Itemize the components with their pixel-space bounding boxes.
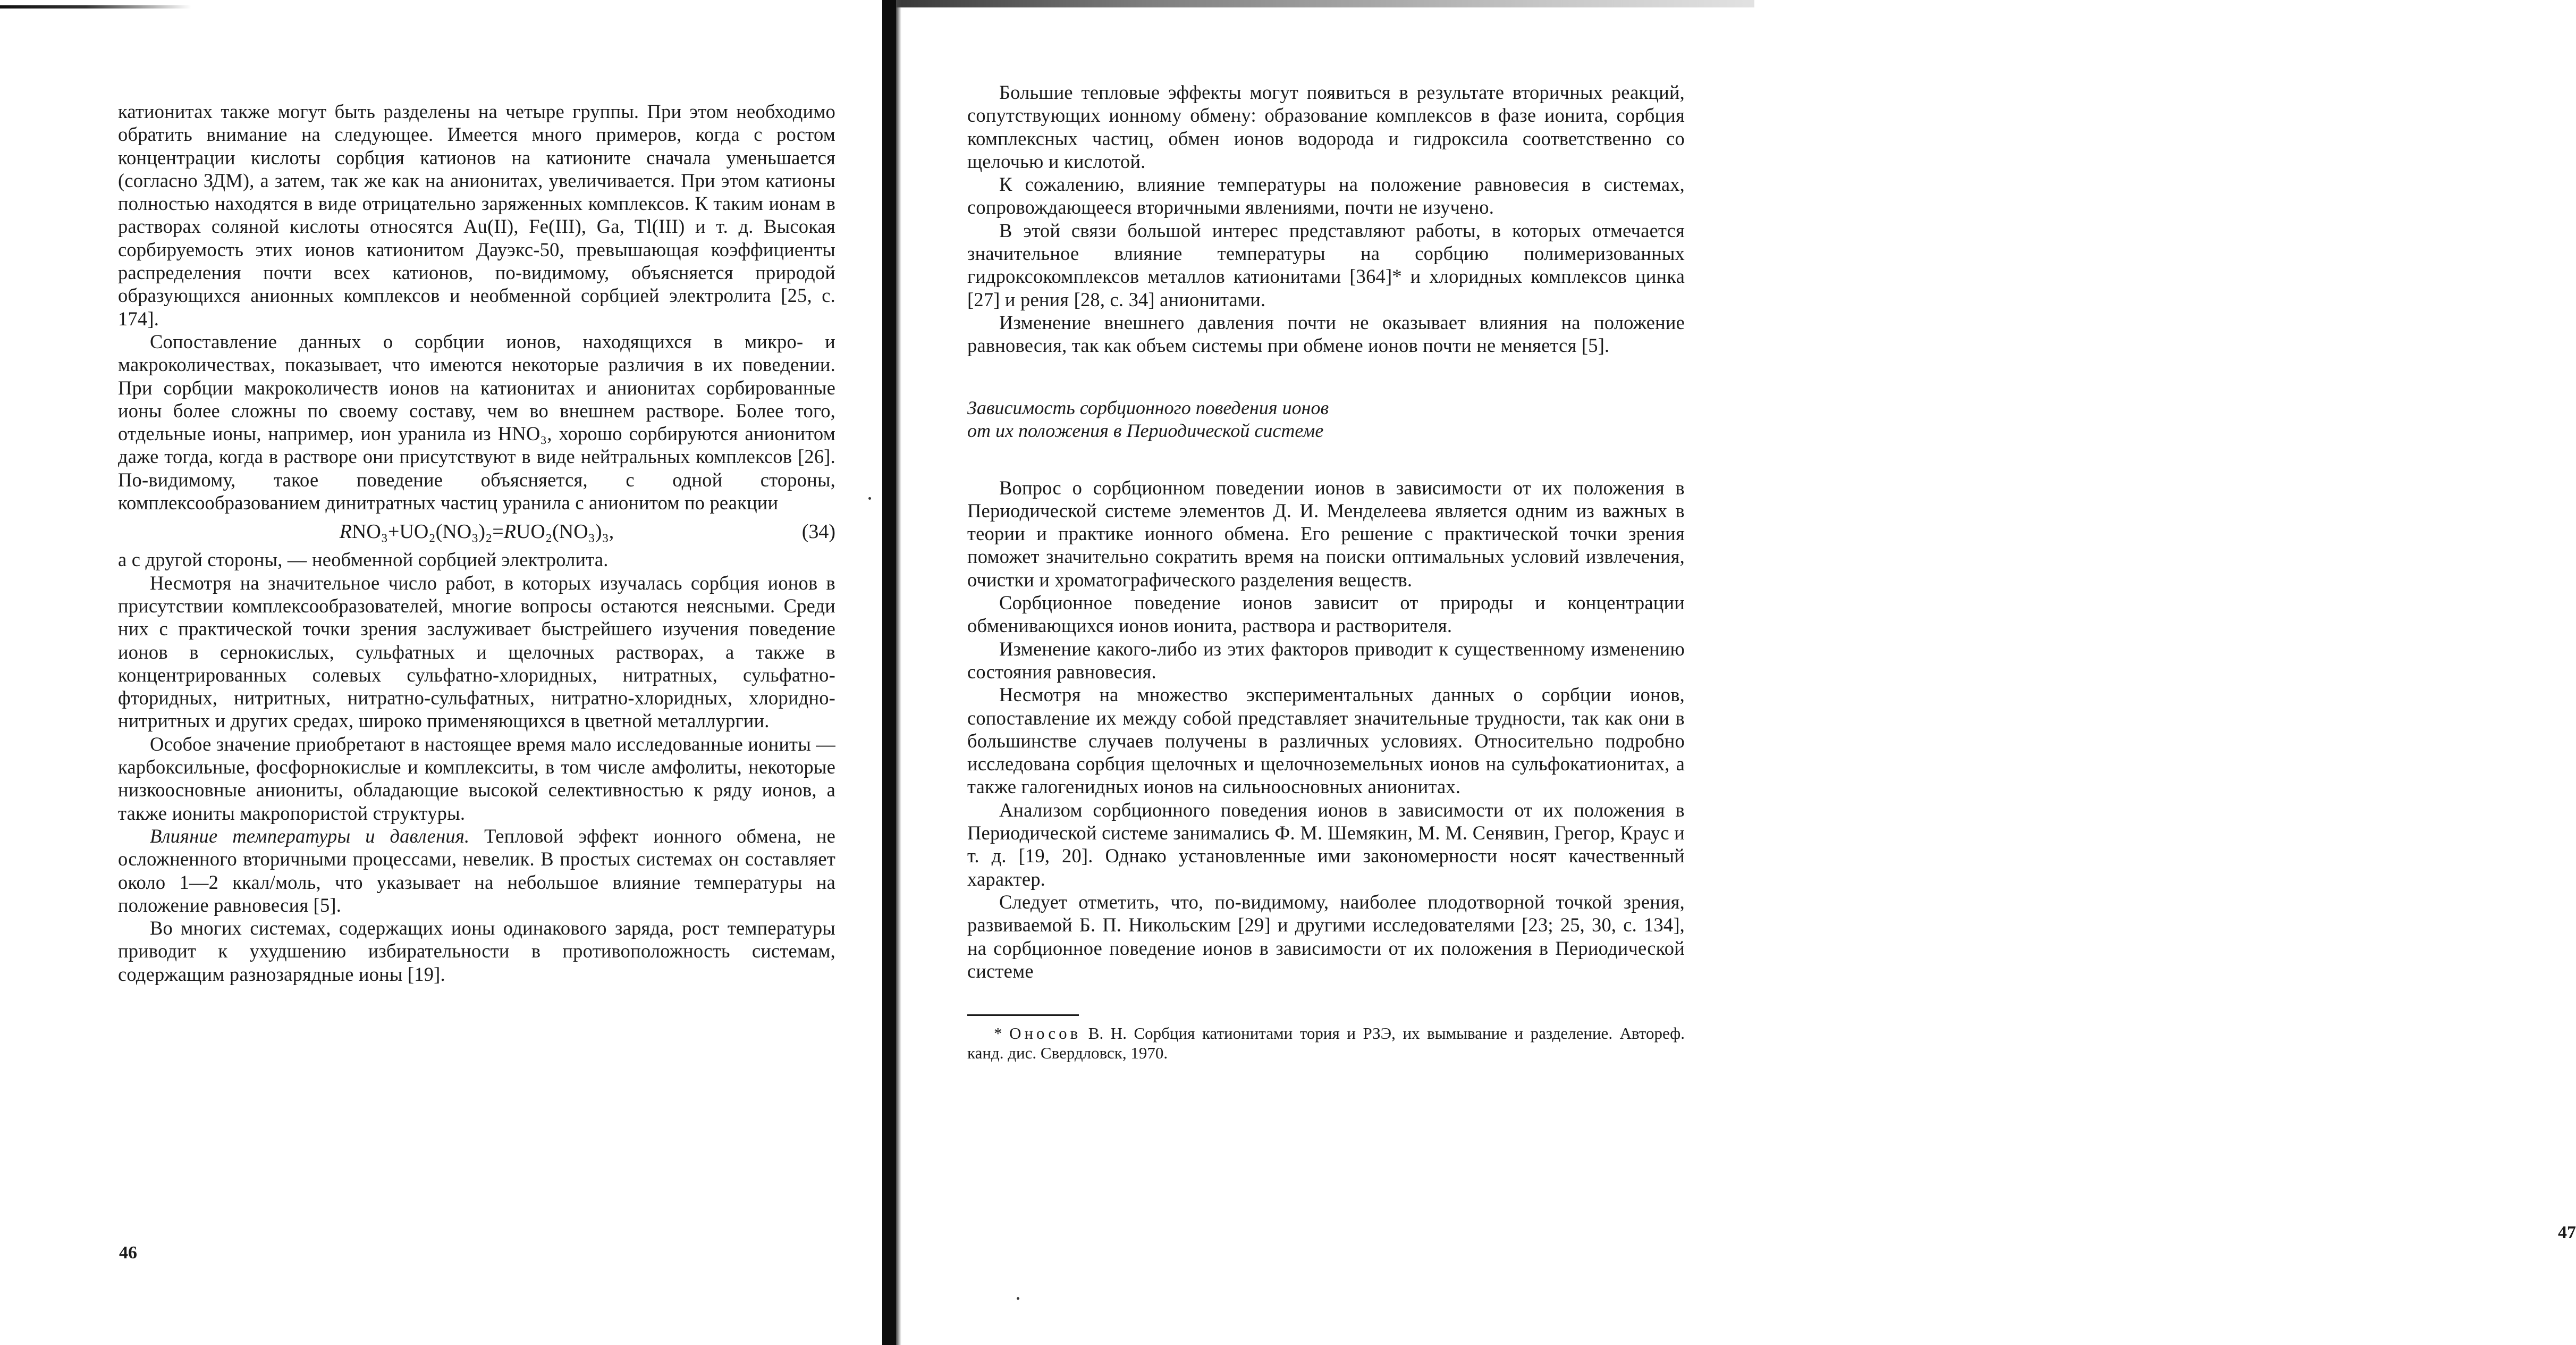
book-gutter (882, 0, 896, 1345)
paragraph: Несмотря на множество экспериментальных данных о сорбции ионов, сопоставление их между собой представляет значительные трудности, так как они в большинстве случаев получены в различных условиях. Относительно подробно исследована сорбция щелочных и щелочноземельных ионов на сульфокатионитах, а также галогенидных ионов на сильноосновных анионитах. (967, 684, 1685, 798)
paragraph (118, 825, 835, 917)
footnote-text: В. Н. Сорбция катионитами тория и РЗЭ, их вымывание и разделение. Автореф. канд. дис. Свердловск, 1970. (967, 1024, 1685, 1063)
paragraph: Изменение какого-либо из этих факторов приводит к существенному изменению состояния равновесия. (967, 637, 1685, 683)
paragraph: Следует отметить, что, по-видимому, наиболее плодотворной точкой зрения, развиваемой Б. П. Никольским [29] и другими исследователями [23; 25, 30, с. 134], на сорбционное поведение ионов в зависимости от их положения в Периодической системе (967, 890, 1685, 982)
paragraph: а с другой стороны, — необменной сорбцией электролита. (118, 549, 609, 571)
paragraph-text: Тепловой эффект ионного обмена, не осложненного вторичными процессами, невелик. В простых системах он составляет около 1—2 ккал/моль, что указывает на небольшое влияние температуры на положение равновесия [5]. (118, 825, 835, 916)
paragraph: Особое значение приобретают в настоящее время мало исследованные иониты — карбоксильные, фосфорнокислые и комплекситы, в том числе амфолиты, некоторые низкоосновные аниониты, обладающие высокой селективностью к ряду ионов, а также иониты макропористой структуры. (118, 733, 835, 824)
left-text-column (118, 100, 835, 986)
footnote-marker: * (994, 1024, 1010, 1043)
equation-part2: UO₂(NO₃)₃, (516, 520, 614, 543)
footnote-author: Оносов (1009, 1024, 1082, 1043)
gutter-shadow (896, 0, 901, 1345)
paragraph: Сорбционное поведение ионов зависит от природы и концентрации обменивающихся ионов ионита, раствора и растворителя. (967, 592, 1685, 637)
equation-body (340, 516, 614, 547)
equation-r2: R (503, 520, 516, 543)
run-in-heading: Влияние температуры и давления. (150, 825, 470, 847)
paragraph: Анализом сорбционного поведения ионов в зависимости от их положения в Периодической системе занимались Ф. М. Шемякин, М. М. Сенявин, Грегор, Краус и т. д. [19, 20]. Однако установленные ими закономерности носят качественный характер. (967, 798, 1685, 890)
equation-part1: NO₃+UO₂(NO₃)₂= (351, 520, 504, 543)
paragraph: Сопоставление данных о сорбции ионов, находящихся в микро- и макроколичествах, показывает, что имеются некоторые различия в их поведении. При сорбции макроколичеств ионов на катионитах и анионитах сорбированные ионы более сложны по своему составу, чем во внешнем растворе. Более того, отдельные ионы, например, ион уранила из HNO₃, хорошо сорбируются анионитом даже тогда, когда в растворе они присутствуют в виде нейтральных комплексов [26]. По-видимому, такое поведение объясняется, с одной стороны, комплексообразованием динитратных частиц уранила с анионитом по реакции (118, 330, 835, 514)
footnote-rule (967, 1014, 1079, 1016)
scan-speck (868, 497, 871, 500)
left-page (0, 0, 880, 1345)
section-heading-line: от их положения в Периодической системе (967, 419, 1324, 441)
right-text-column (967, 81, 1685, 1063)
paragraph: Изменение внешнего давления почти не оказывает влияния на положение равновесия, так как объем системы при обмене ионов почти не меняется [5]. (967, 311, 1685, 357)
equation-r1: R (339, 520, 352, 543)
page-number: 46 (119, 1243, 137, 1263)
right-page (903, 0, 2576, 1345)
section-heading (967, 397, 1685, 442)
scan-speck (1017, 1297, 1019, 1300)
paragraph: Большие тепловые эффекты могут появиться в результате вторичных реакций, сопутствующих ионному обмену: образование комплексов в фазе ионита, сорбция комплексных частиц, обмен ионов водорода и гидроксила соответственно со щелочью и кислотой. (967, 81, 1685, 172)
paragraph: Вопрос о сорбционном поведении ионов в зависимости от их положения в Периодической системе элементов Д. И. Менделеева является одним из важных в теории и практике ионного обмена. Его решение с практической точки зрения поможет значительно сократить время на поиски оптимальных условий извлечения, очистки и хроматографического разделения веществ. (967, 476, 1685, 591)
section-heading-line: Зависимость сорбционного поведения ионов (967, 397, 1329, 418)
equation-number: (34) (801, 520, 835, 543)
paragraph: катионитах также могут быть разделены на четыре группы. При этом необходимо обратить внимание на следующее. Имеется много примеров, когда с ростом концентрации кислоты сорбция катионов на катионите сначала уменьшается (согласно ЗДМ), а затем, так же как на анионитах, увеличивается. При этом катионы полностью находятся в виде отрицательно заряженных комплексов. К таким ионам в растворах соляной кислоты относятся Au(II), Fe(III), Ga, Tl(III) и т. д. Высокая сорбируемость этих ионов катионитом Дауэкс-50, превышающая коэффициенты распределения почти всех катионов, по-видимому, объясняется природой образующихся анионных комплексов и необменной сорбцией электролита [25, с. 174]. (118, 100, 835, 330)
page-number: 47 (2558, 1223, 2576, 1242)
equation-34 (118, 516, 835, 547)
paragraph: Несмотря на значительное число работ, в которых изучалась сорбция ионов в присутствии комплексообразователей, многие вопросы остаются неясными. Среди них с практической точки зрения заслуживает быстрейшего изучения поведение ионов в сернокислых, сульфатных и щелочных растворах, а также в концентрированных солевых сульфатно-хлоридных, нитратных, сульфатно-фторидных, нитритных, нитратно-сульфатных, нитратно-хлоридных, хлоридно-нитритных и других средах, широко применяющихся в цветной металлургии. (118, 571, 835, 732)
footnote (967, 1023, 1685, 1063)
paragraph: К сожалению, влияние температуры на положение равновесия в системах, сопровождающееся вторичными явлениями, почти не изучено. (967, 173, 1685, 218)
paragraph: В этой связи большой интерес представляют работы, в которых отмечается значительное влияние температуры на сорбцию полимеризованных гидроксокомплексов металлов катионитами [364]* и хлоридных комплексов цинка [27] и рения [28, с. 34] анионитами. (967, 219, 1685, 310)
paragraph: Во многих системах, содержащих ионы одинакового заряда, рост температуры приводит к ухудшению избирательности в противоположность системам, содержащим разнозарядные ионы [19]. (118, 917, 835, 985)
